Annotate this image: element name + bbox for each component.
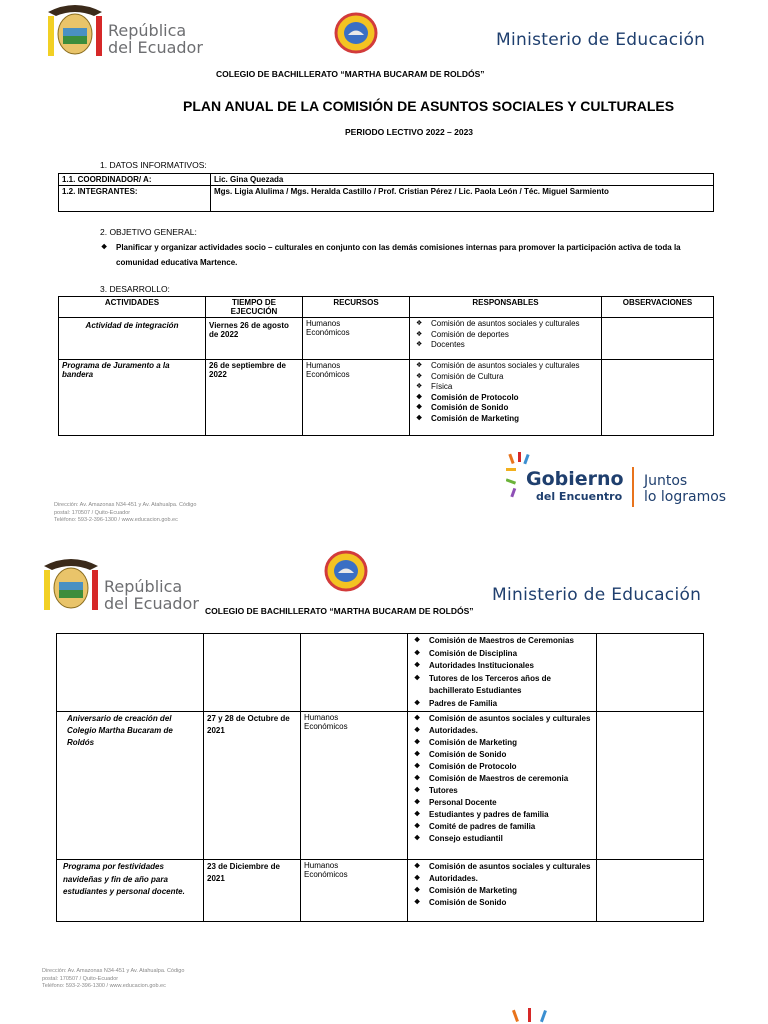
list-item: ❖ Comisión de Marketing	[429, 885, 593, 897]
tiempo-cell: 23 de Diciembre de 2021	[204, 860, 301, 922]
list-item: ❖ Comisión de Maestros de ceremonia	[429, 773, 593, 785]
coordinador-value: Lic. Gina Quezada	[211, 174, 714, 186]
recursos-cell: Humanos Económicos	[301, 712, 408, 860]
page-title: PLAN ANUAL DE LA COMISIÓN DE ASUNTOS SOCIALES Y CULTURALES	[183, 98, 675, 114]
list-item: ❖ Comisión de Maestros de Ceremonias	[429, 635, 593, 648]
integrantes-label: 1.2. INTEGRANTES:	[59, 186, 211, 212]
period-label: PERIODO LECTIVO 2022 – 2023	[345, 127, 474, 137]
header-page2	[0, 548, 768, 628]
observaciones-cell	[597, 712, 704, 860]
recursos-cell	[301, 634, 408, 712]
list-item: ❖ Comisión de Sonido	[431, 403, 598, 414]
responsables-cell	[408, 860, 597, 922]
responsables-cell	[408, 634, 597, 712]
actividad-cell: Actividad de integración	[59, 318, 206, 360]
list-item: ❖ Tutores de los Terceros años de bachillerato Estudiantes	[429, 673, 593, 698]
table-row	[57, 860, 704, 922]
list-item: ❖ Comisión de Protocolo	[431, 393, 598, 404]
list-item: ❖ Comisión de Sonido	[429, 897, 593, 909]
republica-label: República del Ecuador	[108, 21, 203, 57]
section3-heading: 3. DESARROLLO:	[100, 284, 170, 294]
gobierno-logo	[506, 452, 736, 512]
responsables-cell	[408, 712, 597, 860]
gobierno-burst-icon	[506, 1006, 556, 1024]
republica-label: República del Ecuador	[104, 577, 199, 613]
tiempo-cell	[204, 634, 301, 712]
objetivo-text: ❖ Planificar y organizar actividades socio – culturales en conjunto con las demás comisiones internas para promover la participación activa de toda la comunidad educativa Martence.	[116, 240, 716, 270]
col-responsables: RESPONSABLES	[410, 297, 602, 318]
footer-address: Dirección: Av. Amazonas N34-451 y Av. Atahualpa. Código postal: 170507 / Quito-Ecuador Teléfono: 593-2-396-1300 / www.educacion.gob.ec	[42, 968, 185, 989]
tiempo-cell: 27 y 28 de Octubre de 2021	[204, 712, 301, 860]
school-name: COLEGIO DE BACHILLERATO “MARTHA BUCARAM DE ROLDÓS”	[205, 606, 474, 616]
actividad-cell: Programa por festividades navideñas y fin de año para estudiantes y personal docente.	[57, 860, 204, 922]
juntos-label: Juntos lo logramos	[644, 473, 727, 505]
responsables-cell	[410, 360, 602, 436]
list-item: ❖ Física	[431, 382, 598, 393]
list-item: ❖ Padres de Familia	[429, 698, 593, 711]
list-item: ❖ Autoridades Institucionales	[429, 660, 593, 673]
list-item: ❖ Comité de padres de familia	[429, 821, 593, 833]
list-item: ❖ Comisión de asuntos sociales y culturales	[429, 713, 593, 725]
observaciones-cell	[602, 318, 714, 360]
ministerio-label: Ministerio de Educación	[492, 585, 702, 605]
list-item: ❖ Docentes	[431, 340, 598, 351]
list-item: ❖ Comisión de asuntos sociales y culturales	[431, 361, 598, 372]
school-name: COLEGIO DE BACHILLERATO “MARTHA BUCARAM DE ROLDÓS”	[216, 69, 485, 79]
integrantes-value: Mgs. Ligia Alulima / Mgs. Heralda Castillo / Prof. Cristian Pérez / Lic. Paola León / Téc. Miguel Sarmiento	[211, 186, 714, 212]
header-page1	[0, 0, 768, 60]
col-actividades: ACTIVIDADES	[59, 297, 206, 318]
recursos-cell: Humanos Económicos	[303, 360, 410, 436]
desarrollo-table-continued	[56, 633, 704, 922]
tiempo-cell: 26 de septiembre de 2022	[206, 360, 303, 436]
col-tiempo: TIEMPO DE EJECUCIÓN	[206, 297, 303, 318]
col-observaciones: OBSERVACIONES	[602, 297, 714, 318]
actividad-cell: Aniversario de creación del Colegio Martha Bucaram de Roldós	[57, 712, 204, 860]
footer-address: Dirección: Av. Amazonas N34-451 y Av. Atahualpa. Código postal: 170507 / Quito-Ecuador Teléfono: 593-2-396-1300 / www.educacion.gob.ec	[54, 502, 197, 523]
actividad-cell	[57, 634, 204, 712]
list-item: ❖ Comisión de Protocolo	[429, 761, 593, 773]
table-row	[57, 712, 704, 860]
list-item: ❖ Comisión de Cultura	[431, 372, 598, 383]
list-item: ❖ Estudiantes y padres de familia	[429, 809, 593, 821]
list-item: ❖ Personal Docente	[429, 797, 593, 809]
observaciones-cell	[602, 360, 714, 436]
section2-heading: 2. OBJETIVO GENERAL:	[100, 227, 197, 237]
gobierno-word: Gobierno	[526, 468, 624, 490]
list-item: ❖ Consejo estudiantil	[429, 833, 593, 845]
school-seal-icon	[333, 12, 379, 54]
tiempo-cell: Viernes 26 de agosto de 2022	[206, 318, 303, 360]
list-item: ❖ Comisión de Marketing	[429, 737, 593, 749]
coordinador-label: 1.1. COORDINADOR/ A:	[59, 174, 211, 186]
list-item: ❖ Comisión de asuntos sociales y culturales	[429, 861, 593, 873]
table-row	[59, 186, 714, 212]
section1-heading: 1. DATOS INFORMATIVOS:	[100, 160, 207, 170]
recursos-cell: Humanos Económicos	[301, 860, 408, 922]
actividad-cell: Programa de Juramento a la bandera	[59, 360, 206, 436]
table-row	[59, 174, 714, 186]
datos-table	[58, 173, 714, 212]
coat-of-arms-icon	[44, 2, 106, 60]
table-row	[59, 360, 714, 436]
list-item: ❖ Comisión de Marketing	[431, 414, 598, 425]
ministerio-label: Ministerio de Educación	[496, 30, 706, 50]
table-row	[59, 318, 714, 360]
list-item: ❖ Comisión de asuntos sociales y culturales	[431, 319, 598, 330]
col-recursos: RECURSOS	[303, 297, 410, 318]
list-item: ❖ Comisión de Sonido	[429, 749, 593, 761]
coat-of-arms-icon	[40, 556, 102, 614]
recursos-cell: Humanos Económicos	[303, 318, 410, 360]
observaciones-cell	[597, 860, 704, 922]
desarrollo-table	[58, 296, 714, 436]
table-header-row	[59, 297, 714, 318]
school-seal-icon	[323, 550, 369, 592]
list-item: ❖ Comisión de Disciplina	[429, 648, 593, 661]
list-item: ❖ Comisión de deportes	[431, 330, 598, 341]
responsables-cell	[410, 318, 602, 360]
gobierno-divider	[632, 467, 634, 507]
observaciones-cell	[597, 634, 704, 712]
list-item: ❖ Autoridades.	[429, 873, 593, 885]
gobierno-sub: del Encuentro	[536, 490, 623, 503]
list-item: ❖ Tutores	[429, 785, 593, 797]
objetivo-text-block	[100, 240, 716, 270]
list-item: ❖ Autoridades.	[429, 725, 593, 737]
table-row	[57, 634, 704, 712]
